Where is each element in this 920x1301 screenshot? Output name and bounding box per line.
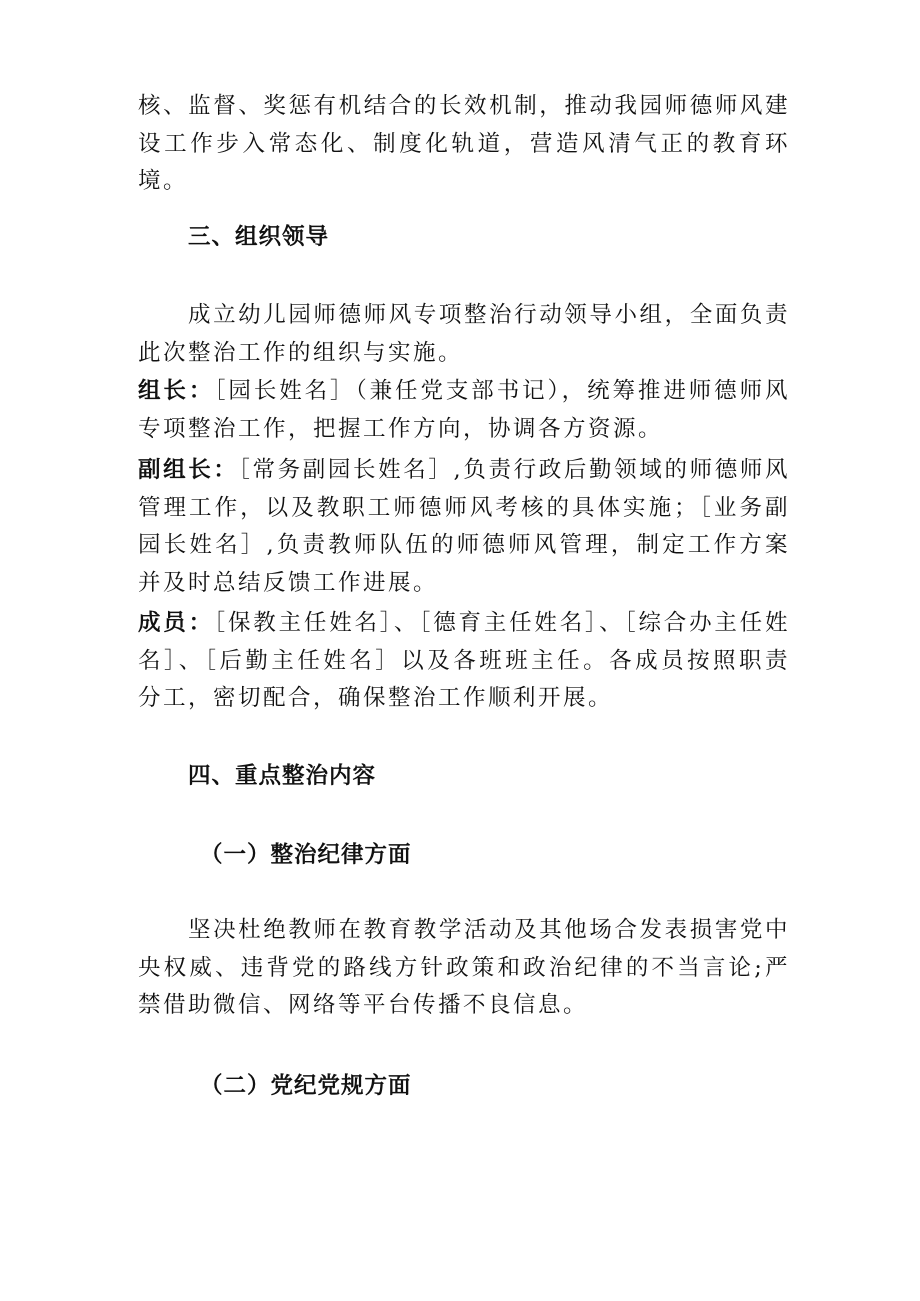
section-3-intro-paragraph: 成立幼儿园师德师风专项整治行动领导小组，全面负责此次整治工作的组织与实施。 <box>138 302 790 366</box>
section-3-heading: 三、组织领导 <box>188 224 330 250</box>
deputy-paragraph <box>138 452 790 602</box>
subsection-1-heading: （一）整治纪律方面 <box>200 842 412 868</box>
section-4-heading: 四、重点整治内容 <box>188 763 377 789</box>
members-paragraph <box>138 605 790 718</box>
subsection-2-heading: （二）党纪党规方面 <box>200 1073 412 1099</box>
deputy-text: ［常务副园长姓名］,负责行政后勤领域的师德师风管理工作，以及教职工师德师风考核的具体实施；［业务副园长姓名］,负责教师队伍的师德师风管理，制定工作方案并及时总结反馈工作进展。 <box>138 457 790 596</box>
members-label: 成员： <box>138 610 214 636</box>
leader-text: ［园长姓名］（兼任党支部书记），统筹推进师德师风专项整治工作，把握工作方向，协调各方资源。 <box>138 378 790 442</box>
deputy-label: 副组长： <box>138 457 239 483</box>
leader-paragraph <box>138 373 790 448</box>
intro-continuation-paragraph: 核、监督、奖惩有机结合的长效机制，推动我园师德师风建设工作步入常态化、制度化轨道，营造风清气正的教育环境。 <box>138 93 790 194</box>
leader-label: 组长： <box>138 378 215 404</box>
members-text: ［保教主任姓名］、［德育主任姓名］、［综合办主任姓名］、［后勤主任姓名］以及各班班主任。各成员按照职责分工，密切配合，确保整治工作顺利开展。 <box>138 610 790 711</box>
subsection-1-paragraph: 坚决杜绝教师在教育教学活动及其他场合发表损害党中央权威、违背党的路线方针政策和政治纪律的不当言论;严禁借助微信、网络等平台传播不良信息。 <box>138 917 790 1018</box>
